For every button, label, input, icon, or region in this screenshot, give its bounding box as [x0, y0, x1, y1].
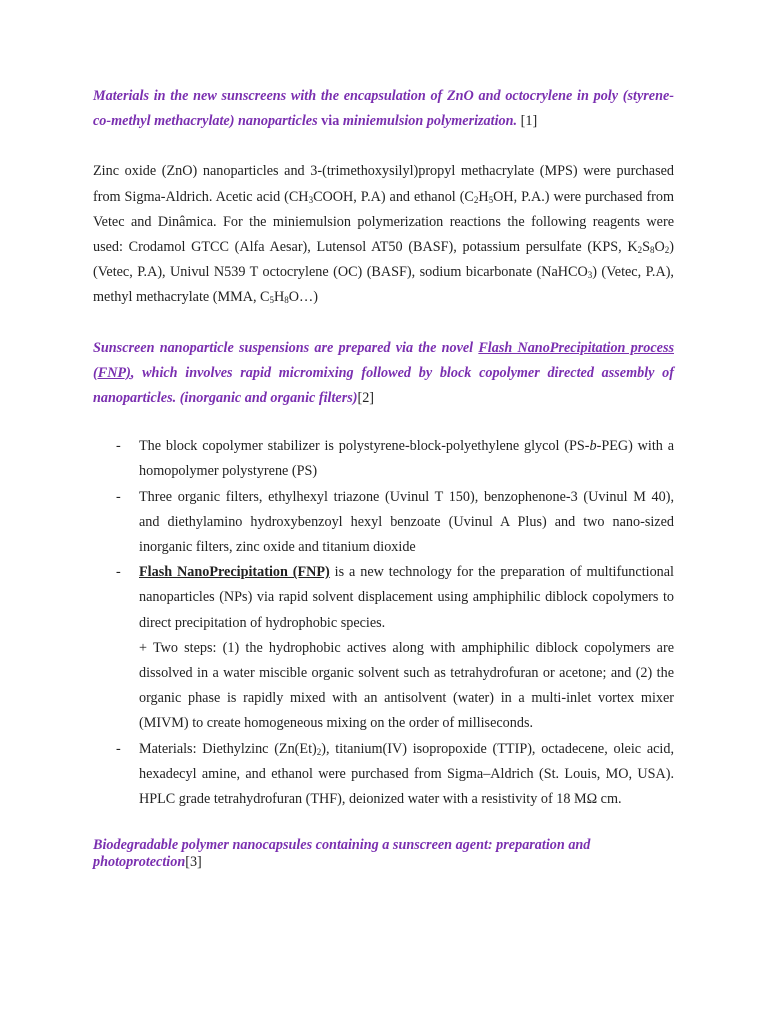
body-subscript: 8 — [284, 295, 289, 306]
section2-reference: [2] — [357, 390, 375, 407]
body-text: OH, P.A.) were purchased from Vetec and Dinâmica. For the miniemulsion polymerization reactions the following reagents were used: Crodamol GTCC (Alfa Aesar), Lutensol AT50 (BASF), potassium persulfate (KPS, K — [93, 188, 675, 256]
body-text: Zinc oxide (ZnO) nanoparticles and 3-(trimethoxysilyl)propyl methacrylate (MPS) were purchased from Sigma-Aldrich. Acetic acid (CH — [93, 163, 674, 205]
body-subscript: 5 — [488, 194, 494, 205]
bullet-text: Three organic filters, ethylhexyl triazone (Uvinul T 150), benzophenone-3 (Uvinul M 40), and diethylamino hydroxybenzoyl hexyl benzoate (Uvinul A Plus) and two nano-sized inorganic filters, zinc oxide and titanium dioxide — [139, 488, 674, 556]
bullet-text: The block copolymer stabilizer is polystyrene-block-polyethylene glycol (PS- — [139, 438, 590, 455]
body-text: ) (Vetec, P.A), methyl methacrylate (MMA, C — [93, 264, 674, 306]
bullet-italic: b — [589, 438, 597, 455]
body-subscript: 3 — [308, 194, 314, 205]
section1-reference: [1] — [520, 113, 538, 130]
bullet-text: is a new technology for the preparation of multifunctional nanoparticles (NPs) via rapid solvent displacement using amphiphilic diblock copolymers to direct precipitation of hydrophobic species. — [139, 564, 675, 631]
bullet-dash: - — [116, 488, 121, 505]
section2-title-part1: Sunscreen nanoparticle suspensions are prepared via the novel — [93, 339, 479, 356]
body-text: S — [642, 239, 651, 256]
bullet-subscript: 2 — [316, 746, 322, 757]
body-text: COOH, P.A) and ethanol (C — [313, 188, 474, 205]
materials-label: Materials: — [139, 740, 197, 757]
bullet-text: ), titanium(IV) isopropoxide (TTIP), octadecene, oleic acid, hexadecyl amine, and ethanol were purchased from Sigma–Aldrich (St. Louis, MO, USA). HPLC grade tetrahydrofuran (THF), deionized water with a resistivity of 18 MΩ cm. — [139, 740, 674, 808]
section1-title-part2: miniemulsion polymerization — [342, 113, 514, 130]
bullet-text: Diethylzinc (Zn(Et) — [196, 740, 317, 757]
body-subscript: 2 — [664, 245, 670, 256]
body-text: O…) — [288, 289, 318, 306]
list-item — [93, 434, 674, 484]
body-subscript: 2 — [637, 245, 643, 256]
body-text: H — [274, 289, 285, 306]
list-item — [93, 560, 674, 736]
section2-heading — [93, 336, 674, 412]
fnp-term[interactable]: Flash NanoPrecipitation (FNP) — [139, 564, 330, 581]
bullet-text: -PEG) with a homopolymer polystyrene (PS) — [139, 438, 674, 480]
section3-heading — [93, 837, 674, 871]
section3-reference: [3] — [185, 854, 202, 871]
section1-title-part1: Materials in the new sunscreens with the encapsulation of ZnO and octocrylene in poly (styrene-co-methyl methacrylate) nanoparticles — [93, 88, 674, 130]
section1-heading — [93, 84, 674, 134]
list-item — [93, 485, 674, 561]
document-page — [93, 84, 674, 885]
body-text: O — [654, 239, 665, 256]
body-subscript: 8 — [650, 245, 655, 256]
fnp-steps: + Two steps: (1) the hydrophobic actives along with amphiphilic diblock copolymers are dissolved in a water miscible organic solvent such as tetrahydrofuran or acetone; and (2) the organic phase is rapidly mixed with an antisolvent (water) in a multi-inlet vortex mixer (MIVM) to create homogeneous mixing on the order of milliseconds. — [139, 639, 674, 732]
section1-title-period: . — [513, 113, 518, 130]
body-subscript: 2 — [473, 194, 479, 205]
bullet-dash: - — [116, 438, 121, 455]
body-subscript: 5 — [269, 295, 275, 306]
body-subscript: 3 — [587, 270, 593, 281]
body-text: H — [478, 188, 489, 205]
list-item — [93, 737, 674, 813]
bullet-dash: - — [116, 564, 121, 581]
section2-title-part2: , which involves rapid micromixing followed by block copolymer directed assembly of nanoparticles. (inorganic and organic filters) — [93, 364, 674, 407]
section1-title-via: via — [321, 113, 340, 130]
fnp-link[interactable]: Flash NanoPrecipitation process (FNP) — [93, 339, 674, 381]
body-text: ) (Vetec, P.A), Univul N539 T octocrylene (OC) (BASF), sodium bicarbonate (NaHCO — [93, 239, 674, 281]
section3-title: Biodegradable polymer nanocapsules containing a sunscreen agent: preparation and photoprotection — [93, 837, 591, 871]
section1-body — [93, 159, 674, 310]
bullet-list — [93, 434, 674, 812]
bullet-dash: - — [116, 740, 121, 757]
